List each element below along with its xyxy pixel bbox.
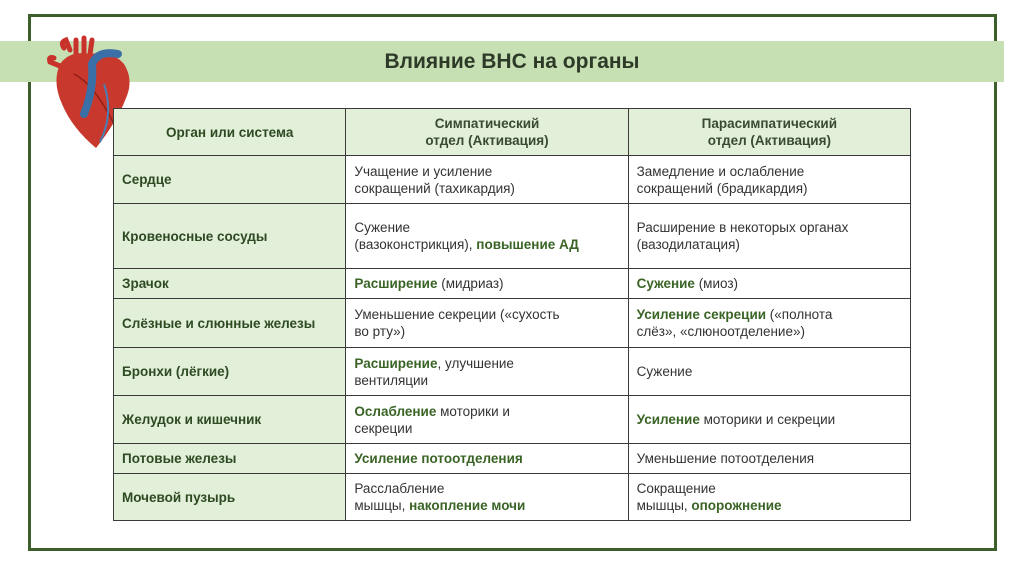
cell-line [637, 450, 902, 467]
organ-name: Потовые железы [122, 451, 237, 466]
cell-text: мышцы, [354, 498, 410, 513]
parasympathetic-cell [628, 348, 910, 396]
cell-line [354, 275, 619, 292]
table-row [114, 444, 911, 474]
cell-line [354, 306, 619, 323]
organ-cell [114, 474, 346, 521]
organ-cell [114, 204, 346, 269]
emphasized-text: Усиление секреции [636, 307, 767, 322]
cell-line [354, 323, 619, 340]
cell-line [354, 403, 619, 420]
organ-cell [114, 156, 346, 204]
organ-name: Бронхи (лёгкие) [122, 364, 230, 379]
cell-text: мышцы, [636, 498, 692, 513]
cell-text: , улучшение [437, 355, 514, 371]
parasympathetic-cell [628, 204, 910, 269]
cell-line [354, 115, 619, 132]
parasympathetic-cell [628, 269, 910, 299]
cell-text: Парасимпатический [701, 116, 837, 131]
emphasized-text: Сужение [636, 276, 695, 291]
cell-line [354, 450, 619, 467]
cell-text: (вазодилатация) [636, 237, 740, 252]
emphasized-text: Усиление [636, 412, 700, 427]
organ-name: Желудок и кишечник [122, 412, 262, 427]
organ-cell [114, 444, 346, 474]
cell-line [354, 420, 619, 437]
cell-line [637, 411, 902, 428]
parasympathetic-cell [628, 396, 910, 444]
organ-cell [114, 299, 346, 348]
organ-cell [114, 269, 346, 299]
parasympathetic-cell [628, 156, 910, 204]
cell-text: («полнота [766, 307, 833, 322]
cell-line [354, 219, 619, 236]
cell-text: во рту») [354, 324, 406, 339]
column-header [346, 109, 628, 156]
slide-title: Влияние ВНС на органы [384, 50, 640, 73]
organ-name: Зрачок [122, 276, 169, 291]
table-row [114, 204, 911, 269]
table-row [114, 348, 911, 396]
cell-line [354, 355, 619, 372]
cell-text: моторики и [436, 403, 510, 419]
cell-line [637, 180, 902, 197]
cell-line [637, 219, 902, 236]
cell-text: Уменьшение секреции («сухость [354, 307, 560, 322]
sympathetic-cell [346, 156, 628, 204]
cell-line [637, 115, 902, 132]
parasympathetic-cell [628, 474, 910, 521]
cell-text: (миоз) [694, 276, 739, 291]
sympathetic-cell [346, 204, 628, 269]
cell-line [354, 372, 619, 389]
table-header-row [114, 109, 911, 156]
emphasized-text: Усиление потоотделения [354, 451, 523, 466]
sympathetic-cell [346, 396, 628, 444]
cell-text: отдел (Активация) [707, 133, 831, 148]
cell-text: моторики и секреции [699, 412, 836, 427]
cell-text: сокращений (брадикардия) [636, 180, 808, 196]
cell-text: Орган или система [166, 124, 294, 140]
organ-cell [114, 348, 346, 396]
cell-line [637, 132, 902, 149]
organ-name: Мочевой пузырь [122, 489, 236, 505]
table-row [114, 269, 911, 299]
cell-line [354, 497, 619, 514]
table-row [114, 156, 911, 204]
organ-name: Сердце [122, 172, 172, 187]
cell-line [354, 163, 619, 180]
sympathetic-cell [346, 299, 628, 348]
cell-text: Симпатический [434, 116, 540, 131]
emphasized-text: повышение АД [476, 237, 579, 252]
cell-line [637, 480, 902, 497]
cell-text: Сужение [636, 364, 693, 379]
organ-name: Кровеносные сосуды [122, 228, 268, 244]
cell-line [637, 163, 902, 180]
cell-line [637, 236, 902, 253]
sympathetic-cell [346, 348, 628, 396]
cell-line [354, 236, 619, 253]
emphasized-text: опорожнение [691, 498, 782, 513]
cell-line [122, 124, 337, 141]
cell-line [354, 480, 619, 497]
emphasized-text: накопление мочи [409, 498, 526, 513]
cell-line [637, 323, 902, 340]
cell-text: отдел (Активация) [425, 133, 549, 148]
cell-line [637, 363, 902, 380]
cell-text: Сокращение [636, 481, 716, 496]
column-header [628, 109, 910, 156]
emphasized-text: Расширение [354, 276, 438, 291]
organ-name: Слёзные и слюнные железы [122, 315, 316, 331]
cell-text: Сужение [354, 220, 411, 235]
sympathetic-cell [346, 444, 628, 474]
cell-text: (вазоконстрикция), [354, 237, 477, 252]
emphasized-text: Расширение [354, 355, 438, 371]
cell-text: Расширение в некоторых органах [636, 220, 849, 235]
column-header [114, 109, 346, 156]
table-row [114, 396, 911, 444]
cell-line [354, 132, 619, 149]
cell-text: секреции [354, 420, 413, 436]
cell-text: слёз», «слюноотделение») [636, 324, 805, 339]
cell-line [637, 306, 902, 323]
cell-text: сокращений (тахикардия) [354, 180, 515, 196]
ans-effects-table [113, 108, 911, 521]
parasympathetic-cell [628, 299, 910, 348]
organ-cell [114, 396, 346, 444]
cell-text: Замедление и ослабление [636, 163, 805, 179]
cell-text: (мидриаз) [437, 276, 504, 291]
cell-text: вентиляции [354, 372, 429, 388]
parasympathetic-cell [628, 444, 910, 474]
table-row [114, 299, 911, 348]
emphasized-text: Ослабление [354, 403, 437, 419]
cell-line [637, 275, 902, 292]
cell-text: Учащение и усиление [354, 163, 493, 179]
cell-line [637, 497, 902, 514]
cell-text: Расслабление [354, 481, 445, 496]
table-row [114, 474, 911, 521]
sympathetic-cell [346, 269, 628, 299]
cell-line [354, 180, 619, 197]
cell-text: Уменьшение потоотделения [636, 451, 815, 466]
sympathetic-cell [346, 474, 628, 521]
